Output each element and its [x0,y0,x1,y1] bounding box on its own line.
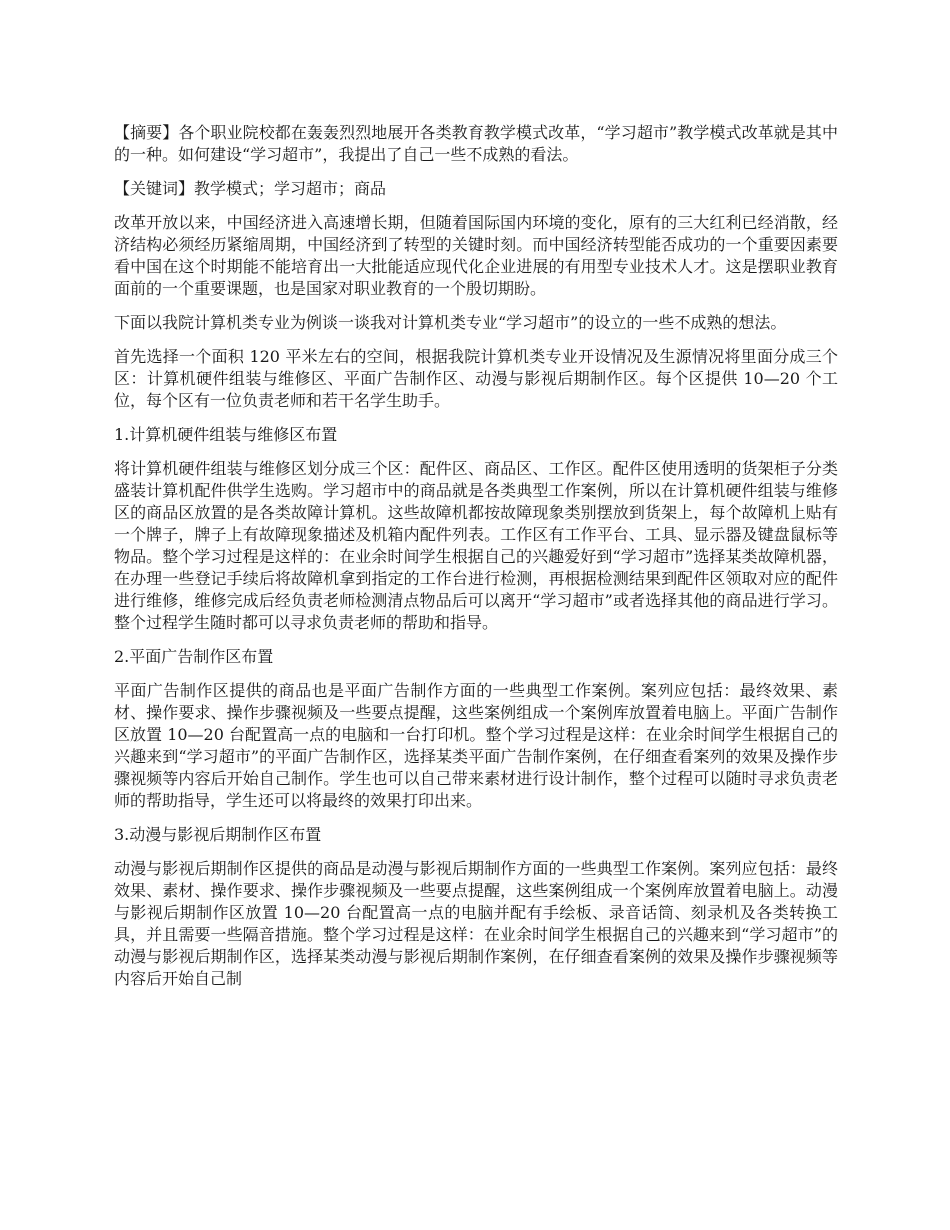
section-2-heading: 2.平面广告制作区布置 [114,647,274,666]
intro-paragraph-3: 首先选择一个面积 120 平米左右的空间，根据我院计算机类专业开设情况及生源情况将里面分成三个区：计算机硬件组装与维修区、平面广告制作区、动漫与影视后期制作区。每个区提供 10—20 个工位，每个区有一位负责老师和若干名学生助手。 [114,347,838,410]
intro-paragraph-1: 改革开放以来，中国经济进入高速增长期，但随着国际国内环境的变化，原有的三大红利已经消散，经济结构必须经历紧缩周期，中国经济到了转型的关键时刻。而中国经济转型能否成功的一个重要因素要看中国在这个时期能不能培育出一大批能适应现代化企业进展的有用型专业技术人才。这是摆职业教育面前的一个重要课题，也是国家对职业教育的一个殷切期盼。 [114,213,838,298]
section-1-heading: 1.计算机硬件组装与维修区布置 [114,425,338,444]
intro-paragraph-2: 下面以我院计算机类专业为例谈一谈我对计算机类专业“学习超市”的设立的一些不成熟的想法。 [114,313,787,332]
section-2-body: 平面广告制作区提供的商品也是平面广告制作方面的一些典型工作案例。案列应包括：最终效果、素材、操作要求、操作步骤视频及一些要点提醒，这些案例组成一个案例库放置着电脑上。平面广告制作区放置 10—20 台配置高一点的电脑和一台打印机。整个学习过程是这样：在业余时间学生根据自己的兴趣来到“学习超市”的平面广告制作区，选择某类平面广告制作案例，在仔细查看案列的效果及操作步骤视频等内容后开始自己制作。学生也可以自己带来素材进行设计制作，整个过程可以随时寻求负责老师的帮助指导，学生还可以将最终的效果打印出来。 [114,681,838,810]
section-3-heading: 3.动漫与影视后期制作区布置 [114,825,322,844]
section-1-body: 将计算机硬件组装与维修区划分成三个区：配件区、商品区、工作区。配件区使用透明的货架柜子分类盛装计算机配件供学生选购。学习超市中的商品就是各类典型工作案例，所以在计算机硬件组装与维修区的商品区放置的是各类故障计算机。这些故障机都按故障现象类别摆放到货架上，每个故障机上贴有一个牌子，牌子上有故障现象描述及机箱内配件列表。工作区有工作平台、工具、显示器及键盘鼠标等物品。整个学习过程是这样的：在业余时间学生根据自己的兴趣爱好到“学习超市”选择某类故障机器，在办理一些登记手续后将故障机拿到指定的工作台进行检测，再根据检测结果到配件区领取对应的配件进行维修，维修完成后经负责老师检测清点物品后可以离开“学习超市”或者选择其他的商品进行学习。整个过程学生随时都可以寻求负责老师的帮助和指导。 [114,459,838,632]
keywords-paragraph: 【关键词】教学模式；学习超市；商品 [114,179,387,198]
abstract-paragraph: 【摘要】各个职业院校都在轰轰烈烈地展开各类教育教学模式改革，“学习超市”教学模式改革就是其中的一种。如何建设“学习超市”，我提出了自己一些不成熟的看法。 [114,123,838,164]
section-3-body: 动漫与影视后期制作区提供的商品是动漫与影视后期制作方面的一些典型工作案例。案列应包括：最终效果、素材、操作要求、操作步骤视频及一些要点提醒，这些案例组成一个案例库放置着电脑上。动漫与影视后期制作区放置 10—20 台配置高一点的电脑并配有手绘板、录音话筒、刻录机及各类转换工具，并且需要一些隔音措施。整个学习过程是这样：在业余时间学生根据自己的兴趣来到“学习超市”的动漫与影视后期制作区，选择某类动漫与影视后期制作案例，在仔细查看案例的效果及操作步骤视频等内容后开始自己制 [114,859,838,988]
document-page [114,122,838,1002]
